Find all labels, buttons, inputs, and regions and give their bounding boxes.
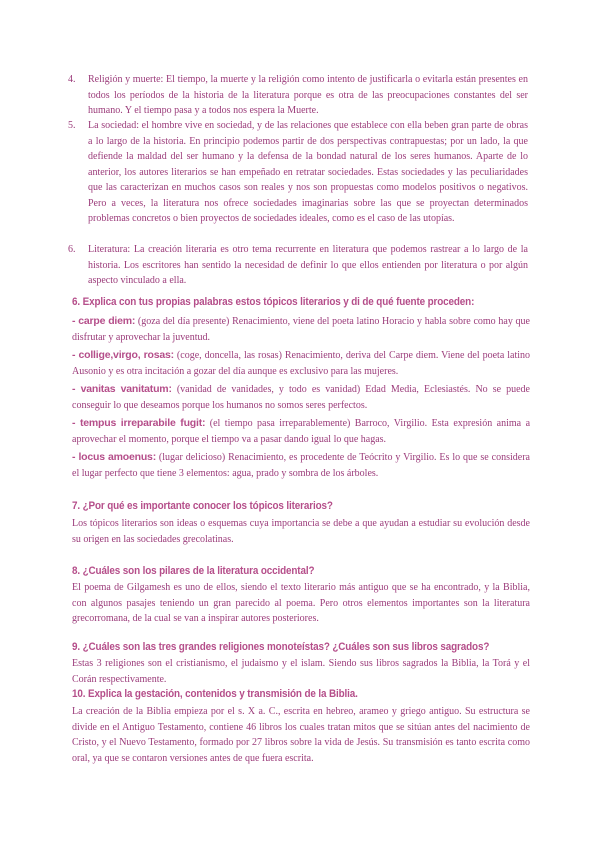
term-text: (goza del día presente) Renacimiento, viene del poeta latino Horacio y habla sobre como hay que disfrutar y aprovechar la juventud. <box>72 316 530 343</box>
q6-item-carpe-diem <box>72 314 530 345</box>
term: - collige,virgo, rosas: <box>72 349 174 361</box>
question-9-answer: Estas 3 religiones son el cristianismo, el judaismo y el islam. Siendo sus libros sagrados la Biblia, la Torá y el Corán respectivamente. <box>72 658 530 685</box>
list-item <box>68 72 528 118</box>
list-item <box>68 242 528 289</box>
question-8-answer: El poema de Gilgamesh es uno de ellos, siendo el texto literario más antiguo que se ha encontrado, y la Biblia, con algunos pasajes teniendo un gran parecido al poema. Pero otros elementos importantes son la literatura grecorromana, de la cual se van a inspirar autores posteriores. <box>72 582 530 624</box>
term: - carpe diem: <box>72 315 136 327</box>
list-number: 6. <box>68 244 76 255</box>
question-8-heading: 8. ¿Cuáles son los pilares de la literatura occidental? <box>72 565 315 577</box>
term: - tempus irreparabile fugit: <box>72 417 206 429</box>
term-text: (vanidad de vanidades, y todo es vanidad) Edad Media, Eclesiastés. No se puede conseguir lo que deseamos porque los humanos no somos seres perfectos. <box>72 384 531 411</box>
term-text: (coge, doncella, las rosas) Renacimiento, deriva del Carpe diem. Viene del poeta latino Ausonio y es otra incitación a gozar del día aunque es exclusivo para las mujeres. <box>72 350 530 377</box>
term-text: (el tiempo pasa irreparablemente) Barroco, Virgilio. Esta expresión anima a aprovechar el momento, porque el tiempo va a pasar dando igual lo que hagas. <box>72 418 531 445</box>
q6-item-collige-virgo <box>72 348 530 379</box>
list-item <box>68 118 528 242</box>
term: - locus amoenus: <box>72 451 156 463</box>
term-text: (lugar delicioso) Renacimiento, es procedente de Teócrito y Virgilio. Es lo que se considera el lugar perfecto que tiene 3 elementos: agua, prado y sombra de los árboles. <box>72 452 530 479</box>
list-text: Literatura: La creación literaria es otro tema recurrente en literatura que podemos rastrear a lo largo de la historia. Los escritores han sentido la necesidad de definir lo que ellos entienden por literatura o por algún aspecto vinculado a ella. <box>88 244 528 286</box>
question-10-answer: La creación de la Biblia empieza por el s. X a. C., escrita en hebreo, arameo y griego antiguo. Su estructura se divide en el Antiguo Testamento, contiene 46 libros los cuales tratan mitos que se sitúan antes del nacimiento de Cristo, y el Nuevo Testamento, formado por 27 libros sobre la vida de Jesús. Su transmisión es tanto escrita como oral, ya que se contaron versiones antes de que fuera escrita. <box>72 706 530 764</box>
q6-item-tempus-fugit <box>72 416 530 447</box>
q6-item-vanitas <box>72 382 530 413</box>
question-7-answer: Los tópicos literarios son ideas o esquemas cuya importancia se debe a que ayudan a estudiar su evolución desde su origen en las sociedades grecolatinas. <box>72 518 530 545</box>
question-7-heading: 7. ¿Por qué es importante conocer los tópicos literarios? <box>72 500 333 512</box>
question-9-heading: 9. ¿Cuáles son las tres grandes religiones monoteístas? ¿Cuáles son sus libros sagrados? <box>72 641 490 653</box>
list-text: Religión y muerte: El tiempo, la muerte y la religión como intento de justificarla o evitarla están presentes en todos los períodos de la historia de la literatura porque es otra de las preocupaciones constantes del ser humano. Y el tiempo pasa y a todos nos espera la Muerte. <box>88 74 528 116</box>
topics-list <box>68 72 528 289</box>
question-6-heading: 6. Explica con tus propias palabras estos tópicos literarios y di de qué fuente proceden: <box>72 296 475 308</box>
question-10-heading: 10. Explica la gestación, contenidos y transmisión de la Biblia. <box>72 688 358 700</box>
list-number: 5. <box>68 120 76 131</box>
term: - vanitas vanitatum: <box>72 383 172 395</box>
list-number: 4. <box>68 74 76 85</box>
q6-item-locus-amoenus <box>72 450 530 481</box>
list-text: La sociedad: el hombre vive en sociedad, y de las relaciones que establece con ella beben gran parte de obras a lo largo de la historia. En principio podemos partir de dos perspectivas contrapuestas; por un lado, la que defiende la maldad del ser humano y la defensa de la bondad natural de los seres humanos. Aparte de lo anterior, los autores literarios se han empeñado en retratar sociedades. Estas sociedades y las peculiaridades que las caracterizan en muchos casos son reales y nos son propuestas como modelos positivos o negativos. Pero a veces, la literatura nos ofrece sociedades imaginarias sobre las que se proyectan determinados problemas concretos o bien proyectos de sociedades ideales, como es el caso de las utopías. <box>88 120 528 224</box>
